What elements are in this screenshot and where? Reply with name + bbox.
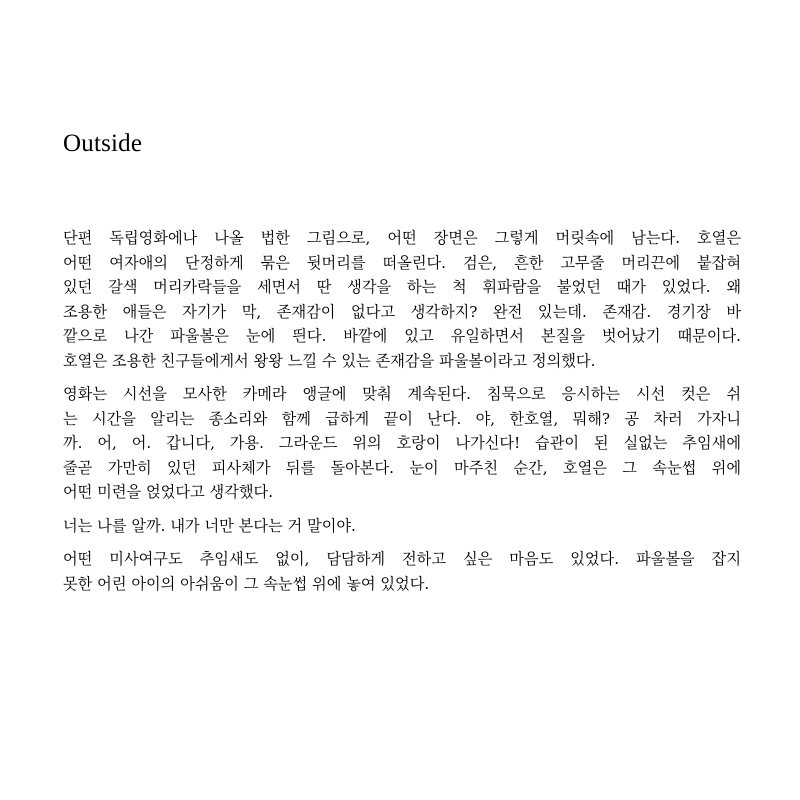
paragraph-line: 단편 독립영화에나 나올 법한 그림으로, 어떤 장면은 그렇게 머릿속에 남는다. 호열은 — [63, 229, 741, 247]
paragraph-line: 어떤 미련을 얹었다고 생각했다. — [63, 483, 274, 501]
document-title: Outside — [63, 130, 143, 157]
document-body — [63, 226, 741, 605]
paragraph-line: 있던 갈색 머리카락들을 세면서 딴 생각을 하는 척 휘파람을 불었던 때가 있었다. 왜 — [63, 278, 741, 296]
paragraph-4 — [63, 547, 741, 596]
paragraph-line: 어떤 미사여구도 추임새도 없이, 담담하게 전하고 싶은 마음도 있었다. 파울볼을 잡지 — [63, 550, 741, 568]
paragraph-1 — [63, 226, 741, 373]
paragraph-line: 줄곧 가만히 있던 피사체가 뒤를 돌아본다. 눈이 마주친 순간, 호열은 그 속눈썹 위에 — [63, 458, 741, 477]
paragraph-line: 너는 나를 알까. 내가 너만 본다는 거 말이야. — [63, 516, 356, 535]
paragraph-line: 어떤 여자애의 단정하게 묶은 뒷머리를 떠올린다. 검은, 흔한 고무줄 머리끈에 붙잡혀 — [63, 253, 741, 272]
paragraph-2 — [63, 382, 741, 505]
paragraph-line: 호열은 조용한 친구들에게서 왕왕 느낄 수 있는 존재감을 파울볼이라고 정의했다. — [63, 351, 596, 370]
paragraph-line: 깥으로 나간 파울볼은 눈에 띈다. 바깥에 있고 유일하면서 본질을 벗어났기 때문이다. — [63, 327, 741, 345]
paragraph-line: 못한 어린 아이의 아쉬움이 그 속눈썹 위에 놓여 있었다. — [63, 574, 430, 593]
paragraph-line: 조용한 애들은 자기가 막, 존재감이 없다고 생각하지? 완전 있는데. 존재감. 경기장 바 — [63, 302, 741, 321]
paragraph-line: 까. 어, 어. 갑니다, 가용. 그라운드 위의 호랑이 나가신다! 습관이 된 실없는 추임새에 — [63, 434, 741, 452]
paragraph-line: 영화는 시선을 모사한 카메라 앵글에 맞춰 계속된다. 침묵으로 응시하는 시선 컷은 쉬 — [63, 385, 741, 403]
paragraph-3 — [63, 514, 741, 539]
paragraph-line: 는 시간을 알리는 종소리와 함께 급하게 끝이 난다. 야, 한호열, 뭐해? 공 차러 가자니 — [63, 409, 741, 428]
